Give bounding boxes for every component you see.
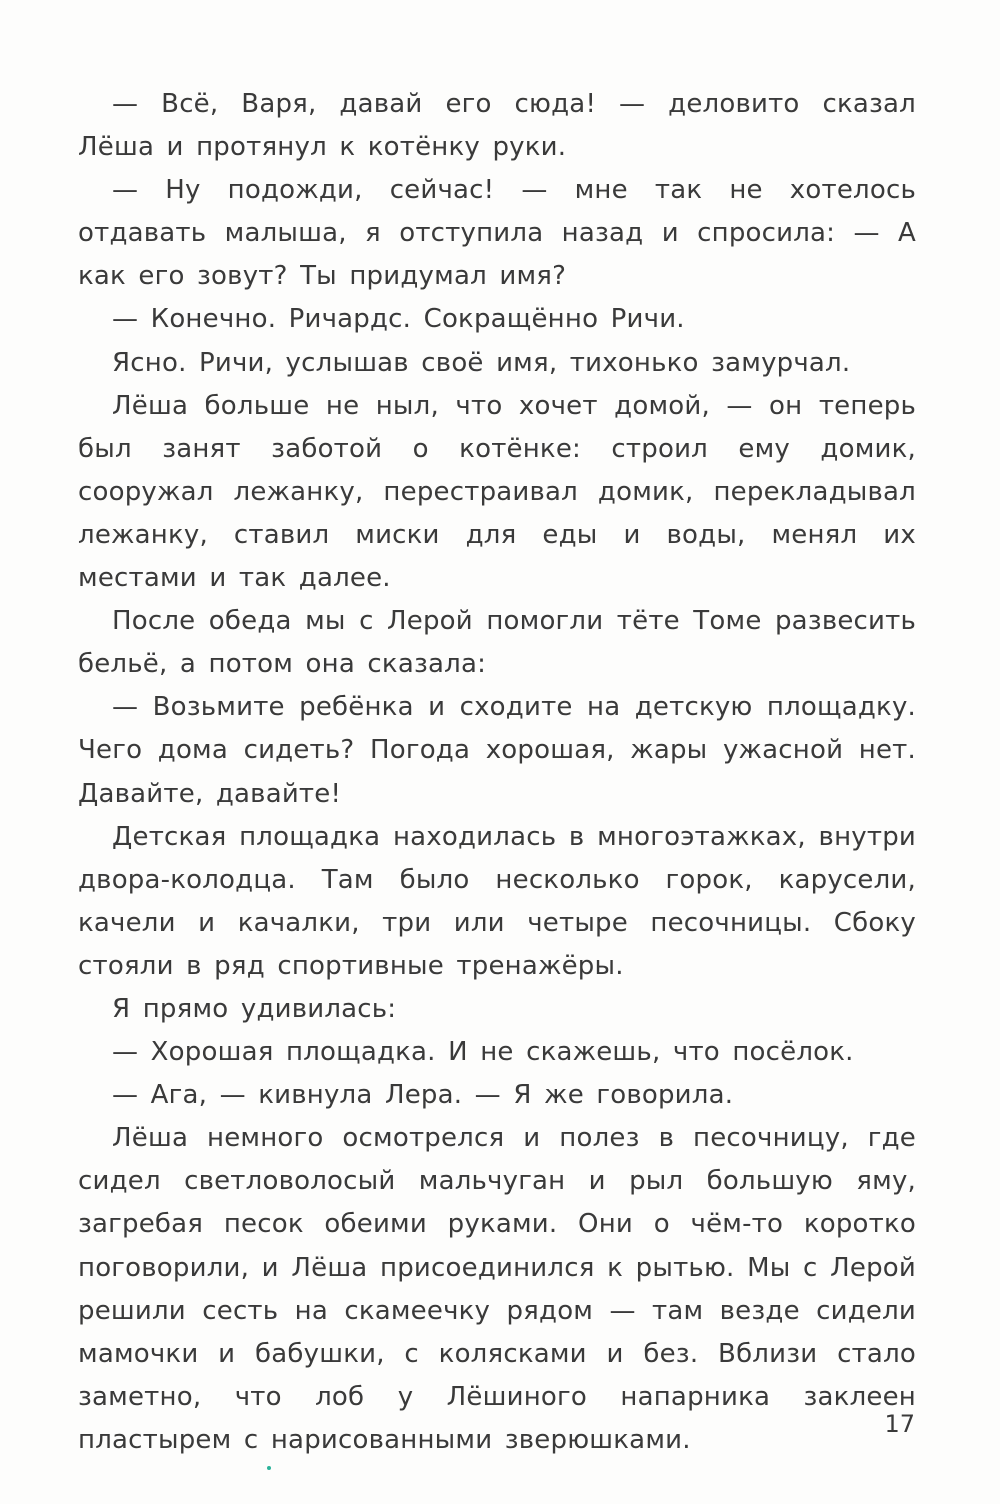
paragraph-5: Лёша больше не ныл, что хочет домой, — он теперь был занят заботой о котёнке: строил ему домик, сооружал лежанку, перестраивал домик, перекладывал лежанку, ставил миски для еды и воды, менял их местами и так далее. (78, 390, 916, 594)
paragraph-2: — Ну подожди, сейчас! — мне так не хотелось отдавать малыша, я отступила назад и спросила: — А как его зовут? Ты придумал имя? (78, 175, 916, 292)
page-number: 17 (884, 1410, 915, 1438)
paragraph-3: — Конечно. Ричардс. Сокращённо Ричи. (112, 304, 685, 335)
paragraph-12: Лёша немного осмотрелся и полез в песочницу, где сидел светловолосый мальчуган и рыл большую яму, загребая песок обеими руками. Они о чём-то коротко поговорили, и Лёша присоединился к рытью. Мы с Лерой решили сесть на скамеечку рядом — там везде сидели мамочки и бабушки, с колясками и без. Вблизи стало заметно, что лоб у Лёшиного напарника заклеен пластырем с нарисованными зверюшками. (78, 1123, 916, 1455)
paragraph-1: — Всё, Варя, давай его сюда! — деловито сказал Лёша и протянул к котёнку руки. (78, 89, 916, 163)
paragraph-10: — Хорошая площадка. И не скажешь, что посёлок. (112, 1037, 854, 1068)
paragraph-9: Я прямо удивилась: (112, 993, 397, 1024)
print-speck (267, 1466, 271, 1470)
paragraph-4: Ясно. Ричи, услышав своё имя, тихонько замурчал. (112, 347, 851, 378)
body-text (78, 83, 916, 1462)
paragraph-6: После обеда мы с Лерой помогли тёте Томе развесить бельё, а потом она сказала: (78, 606, 916, 680)
paragraph-8: Детская площадка находилась в многоэтажках, внутри двора-колодца. Там было несколько горок, карусели, качели и качалки, три или четыре песочницы. Сбоку стояли в ряд спортивные тренажёры. (78, 821, 916, 981)
paragraph-7: — Возьмите ребёнка и сходите на детскую площадку. Чего дома сидеть? Погода хорошая, жары ужасной нет. Давайте, давайте! (78, 692, 916, 809)
paragraph-11: — Ага, — кивнула Лера. — Я же говорила. (112, 1080, 734, 1111)
